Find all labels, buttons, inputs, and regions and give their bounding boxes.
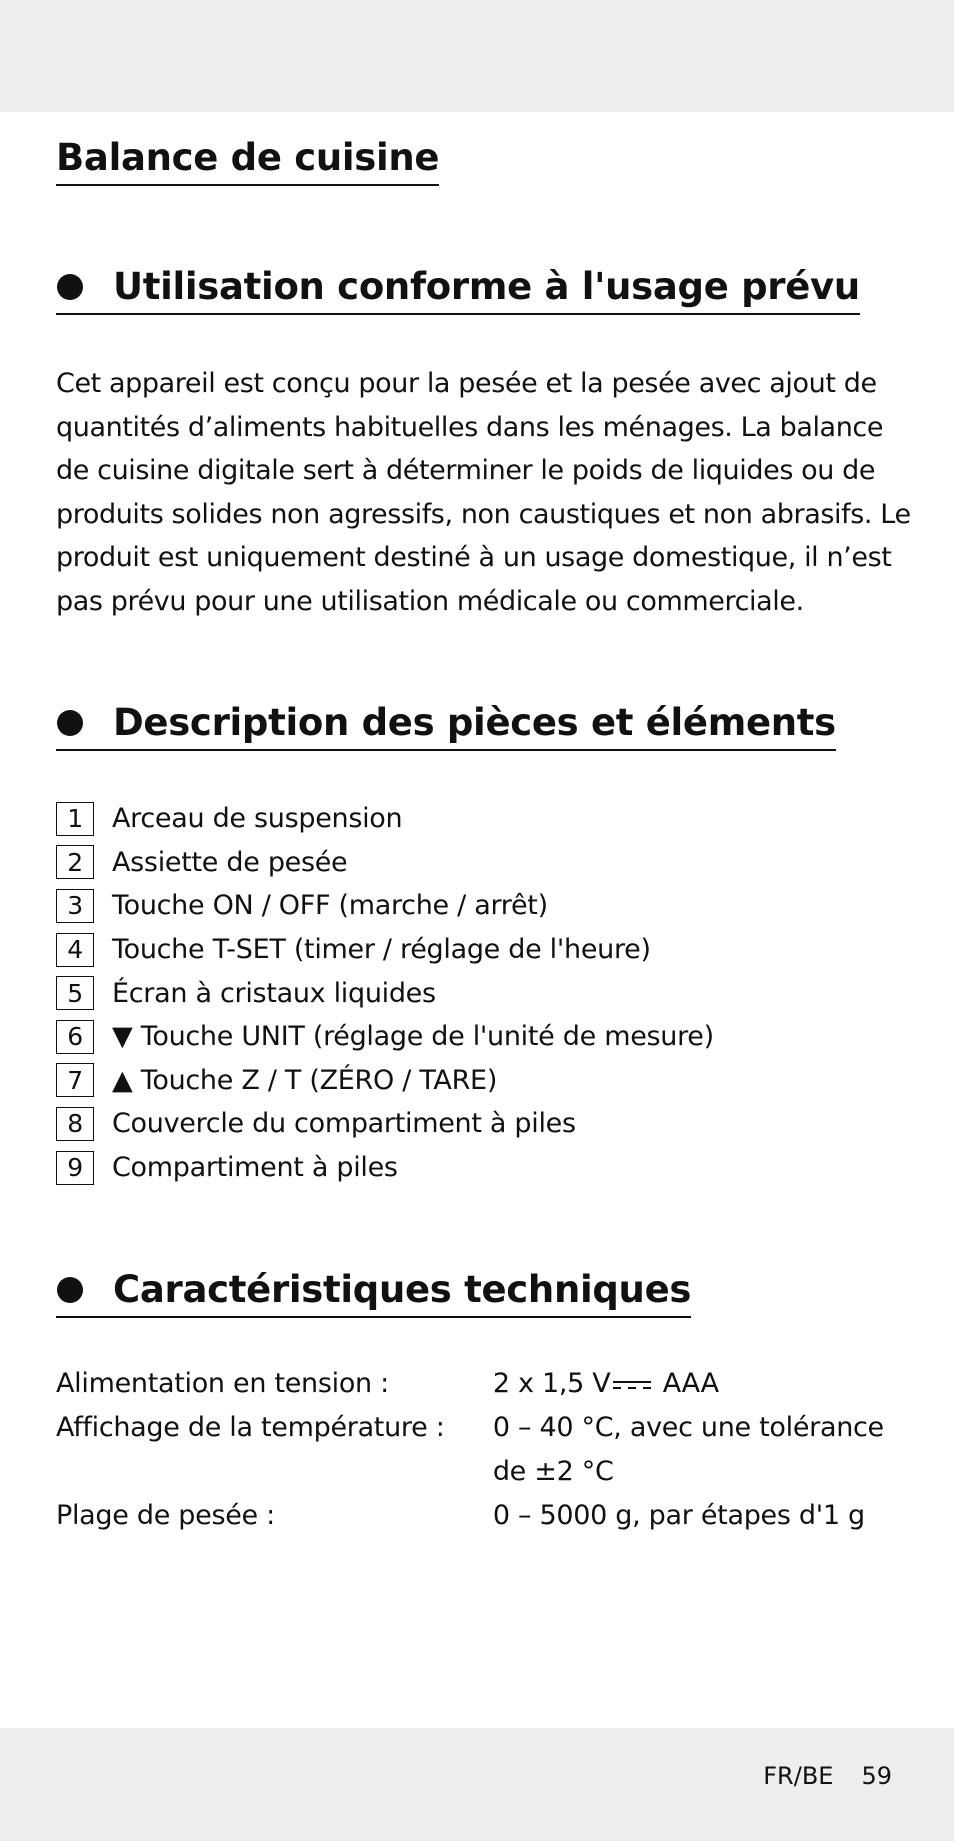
list-item — [56, 1146, 714, 1190]
part-label: Écran à cristaux liquides — [112, 977, 436, 1009]
list-item — [56, 971, 714, 1015]
part-number-box: 3 — [56, 889, 94, 923]
part-label: Arceau de suspension — [112, 803, 403, 835]
list-item — [56, 1102, 714, 1146]
list-item — [56, 884, 714, 928]
part-label: Compartiment à piles — [112, 1152, 398, 1184]
spec-label: Alimentation en tension : — [56, 1368, 389, 1399]
spec-value-voltage: 2 x 1,5 V — [492, 1368, 611, 1399]
part-label: Touche T-SET (timer / réglage de l'heure) — [112, 934, 651, 966]
specs-table — [56, 1362, 906, 1538]
list-item — [56, 1059, 714, 1103]
table-row — [56, 1494, 906, 1538]
part-number-box: 1 — [56, 802, 94, 836]
spec-value — [493, 1362, 906, 1406]
part-label: ▲ Touche Z / T (ZÉRO / TARE) — [112, 1064, 498, 1096]
dc-current-icon — [612, 1378, 652, 1392]
spec-label: Plage de pesée : — [56, 1500, 275, 1531]
spec-label: Affichage de la température : — [56, 1412, 445, 1443]
table-row — [56, 1362, 906, 1406]
part-number-box: 4 — [56, 933, 94, 967]
spec-value-battery-type: AAA — [654, 1368, 719, 1399]
document-title: Balance de cuisine — [56, 136, 439, 186]
section-heading-specs-text: Caractéristiques techniques — [113, 1268, 692, 1311]
page-header-band — [0, 0, 954, 112]
section-heading-usage-text: Utilisation conforme à l'usage prévu — [113, 265, 860, 308]
usage-paragraph: Cet appareil est conçu pour la pesée et la pesée avec ajout de quantités d’aliments habituelles dans les ménages. La balance de cuisine digitale sert à déterminer le poids de liquides ou de produits solides non agressifs, non caustiques et non abrasifs. Le produit est uniquement destiné à un usage domestique, il n’est pas prévu pour une utilisation médicale ou commerciale. — [56, 368, 911, 617]
part-label: Assiette de pesée — [112, 846, 348, 878]
part-label: Couvercle du compartiment à piles — [112, 1108, 576, 1140]
bullet-icon — [57, 710, 83, 736]
list-item — [56, 797, 714, 841]
spec-value: 0 – 40 °C, avec une tolérance de ±2 °C — [492, 1412, 884, 1487]
section-heading-specs — [56, 1268, 691, 1318]
part-label: ▼ Touche UNIT (réglage de l'unité de mesure) — [112, 1021, 714, 1053]
part-number-box: 9 — [56, 1151, 94, 1185]
list-item — [56, 928, 714, 972]
page-footer — [763, 1762, 892, 1790]
part-number-box: 8 — [56, 1107, 94, 1141]
part-number-box: 5 — [56, 976, 94, 1010]
section-heading-parts — [56, 701, 836, 751]
list-item — [56, 1015, 714, 1059]
bullet-icon — [57, 274, 83, 300]
section-heading-usage — [56, 265, 860, 315]
footer-locale: FR/BE — [763, 1762, 834, 1790]
parts-list — [56, 797, 714, 1189]
list-item — [56, 841, 714, 885]
spec-value: 0 – 5000 g, par étapes d'1 g — [492, 1500, 865, 1531]
part-number-box: 7 — [56, 1063, 94, 1097]
table-row — [56, 1406, 906, 1494]
part-number-box: 6 — [56, 1020, 94, 1054]
section-heading-parts-text: Description des pièces et éléments — [113, 701, 836, 744]
bullet-icon — [57, 1277, 83, 1303]
part-label: Touche ON / OFF (marche / arrêt) — [112, 890, 548, 922]
part-number-box: 2 — [56, 845, 94, 879]
page-number: 59 — [861, 1762, 892, 1790]
